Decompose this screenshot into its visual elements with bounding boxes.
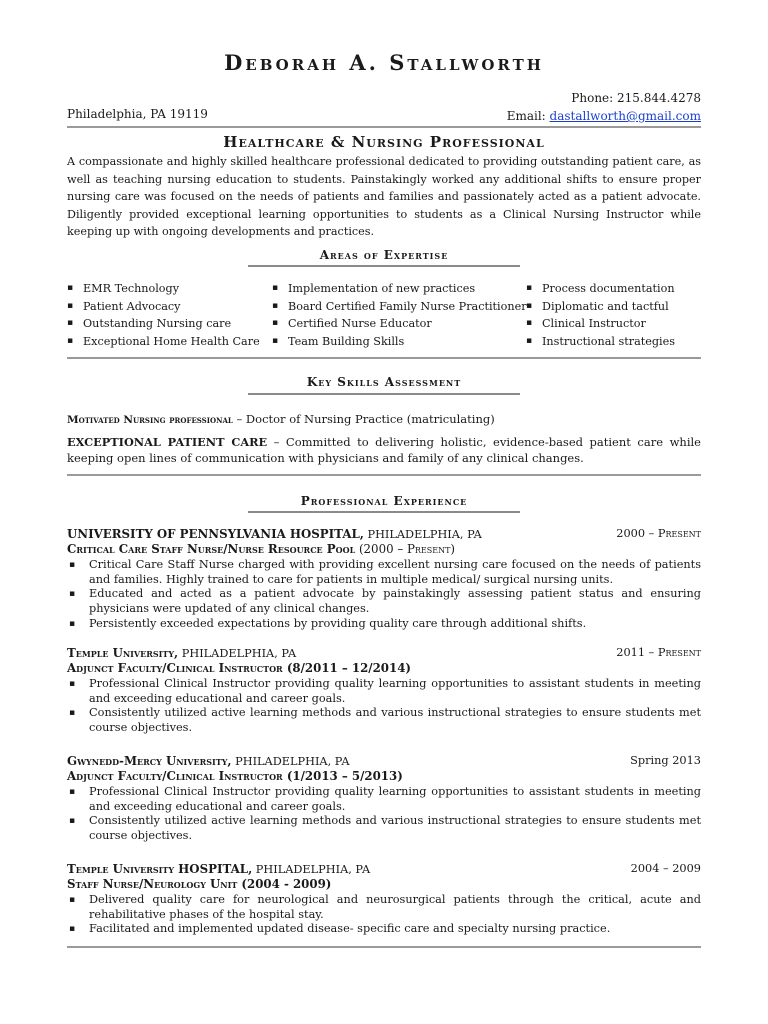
email-label: Email: [506,109,550,123]
expertise-item: ▪ Exceptional Home Health Care [67,333,260,351]
job-bullet: ▪ Professional Clinical Instructor providing quality learning opportunities to assistant students in meeting and exceeding educational and career goals. [67,677,701,706]
expertise-item: ▪ Outstanding Nursing care [67,315,260,333]
expertise-heading-rule [248,265,520,267]
job-header [67,645,701,661]
skill-item-1 [67,411,701,428]
expertise-item: ▪ Diplomatic and tactful [526,298,675,316]
skills-divider [67,474,701,476]
job-entry [67,861,701,937]
job-bullet: ▪ Educated and acted as a patient advocate by painstakingly assessing patient status and ensuring physicians were updated of any clinical changes. [67,587,701,616]
expertise-item: ▪ Certified Nurse Educator [272,315,527,333]
expertise-item: ▪ Process documentation [526,280,675,298]
job-bullet: ▪ Delivered quality care for neurological and neurosurgical patients through the critical, acute and rehabilitative phases of the hospital stay. [67,893,701,922]
job-title: Staff Nurse/Neurology Unit [67,877,238,891]
expertise-item: ▪ Clinical Instructor [526,315,675,333]
expertise-column-2 [272,280,527,350]
email-line [507,107,701,125]
profile-title: Healthcare & Nursing Professional [223,133,545,151]
job-bullet: ▪ Consistently utilized active learning methods and various instructional strategies to ensure students met course objectives. [67,814,701,843]
job-title-line [67,542,701,558]
job-title-dates: (8/2011 – 12/2014) [282,661,412,675]
expertise-heading: Areas of Expertise [319,248,449,262]
expertise-item: ▪ Team Building Skills [272,333,527,351]
job-title: Adjunct Faculty/Clinical Instructor [67,769,283,783]
job-title: Critical Care Staff Nurse/Nurse Resource Pool [67,542,356,556]
experience-heading-rule [248,511,520,513]
job-bullet: ▪ Professional Clinical Instructor providing quality learning opportunities to assistant students in meeting and exceeding educational and career goals. [67,785,701,814]
job-location: PHILADELPHIA, PA [252,863,371,876]
job-dates: 2011 – Present [616,646,701,659]
expertise-column-3 [526,280,675,350]
job-bullet: ▪ Critical Care Staff Nurse charged with providing excellent nursing care focused on the needs of patients and families. Highly trained to care for patients in multiple medical/ surgical nursing units. [67,558,701,587]
job-bullets [67,558,701,632]
expertise-item: ▪ EMR Technology [67,280,260,298]
skill-text: – Doctor of Nursing Practice (matriculating) [232,412,495,426]
job-bullet: ▪ Consistently utilized active learning methods and various instructional strategies to ensure students met course objectives. [67,706,701,735]
job-bullet: ▪ Facilitated and implemented updated disease- specific care and specialty nursing practice. [67,922,701,937]
location: Philadelphia, PA 19119 [67,107,208,121]
skill-label: Motivated Nursing professional [67,414,233,426]
skills-heading-rule [248,393,520,395]
job-title-line [67,877,701,893]
job-location: PHILADELPHIA, PA [231,755,350,768]
job-organization: Gwynedd-Mercy University, [67,754,232,768]
job-bullets [67,677,701,736]
job-entry [67,753,701,844]
job-entry [67,526,701,632]
job-location: PHILADELPHIA, PA [178,647,297,660]
job-dates: 2004 – 2009 [630,862,701,875]
job-title-dates: (2004 - 2009) [237,877,332,891]
experience-divider [67,946,701,948]
candidate-name: Deborah A. Stallworth [224,50,544,75]
skill-text: – Committed to delivering holistic, evidence-based patient care while keeping open lines of communication with physicians and family of any clinical changes. [67,435,701,465]
job-title-line [67,769,701,785]
job-dates: Spring 2013 [630,754,701,767]
contact-block [507,89,701,125]
job-header [67,526,701,542]
header-divider [67,126,701,128]
job-organization: Temple University, [67,646,179,660]
expertise-item: ▪ Implementation of new practices [272,280,527,298]
job-header [67,753,701,769]
expertise-item: ▪ Board Certified Family Nurse Practitioner [272,298,527,316]
job-title-dates: (2000 – Present) [355,542,456,556]
expertise-column-1 [67,280,260,350]
profile-summary: A compassionate and highly skilled healthcare professional dedicated to providing outstanding patient care, as well as teaching nursing education to students. Painstakingly worked any additional shifts to ensure proper nursing care was focused on the needs of patients and families and passionately acted as a patient advocate. Diligently provided exceptional learning opportunities to students as a Clinical Nursing Instructor while keeping up with ongoing developments and practices. [67,155,701,239]
expertise-item: ▪ Patient Advocacy [67,298,260,316]
job-bullet: ▪ Persistently exceeded expectations by providing quality care through additional shifts. [67,617,701,632]
job-organization: UNIVERSITY OF PENNSYLVANIA HOSPITAL, [67,527,364,541]
job-bullets [67,785,701,844]
job-entry [67,645,701,736]
email-link[interactable]: dastallworth@gmail.com [549,109,701,123]
experience-heading: Professional Experience [300,494,468,508]
job-title: Adjunct Faculty/Clinical Instructor [67,661,283,675]
skills-heading: Key Skills Assessment [306,375,462,389]
expertise-divider [67,357,701,359]
skill-label: EXCEPTIONAL PATIENT CARE [67,435,268,449]
expertise-item: ▪ Instructional strategies [526,333,675,351]
job-header [67,861,701,877]
job-title-dates: (1/2013 – 5/2013) [282,769,403,783]
phone: Phone: 215.844.4278 [571,91,701,105]
job-title-line [67,661,701,677]
skill-item-2 [67,434,701,466]
job-dates: 2000 – Present [616,527,701,540]
job-organization: Temple University HOSPITAL, [67,862,253,876]
job-bullets [67,893,701,937]
job-location: PHILADELPHIA, PA [363,528,482,541]
